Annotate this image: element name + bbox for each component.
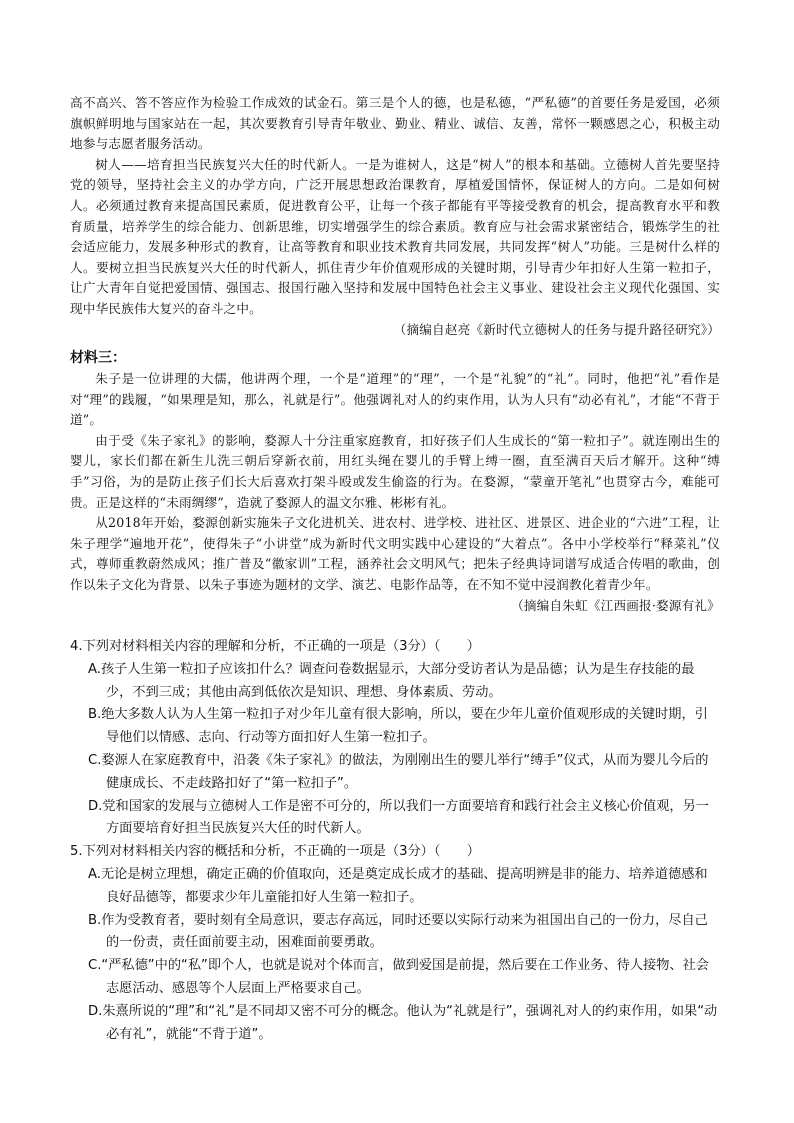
question-5-option-d[interactable]: D.朱熹所说的“理”和“礼”是不同却又密不可分的概念。他认为“礼就是行”，强调礼对人的约束作用，如果“动必有礼”，就能“不背于道”。: [88, 1003, 718, 1042]
material-three-section: [70, 345, 720, 616]
material-three-paragraph-2: 由于受《朱子家礼》的影响，婺源人十分注重家庭教育，扣好孩子们人生成长的“第一粒扣子”。就连刚出生的婴儿，家长们都在新生儿洗三朝后穿新衣前，用红头绳在婴儿的手臂上缚一圈，直至满百天后才解开。这种“缚手”习俗，为的是防止孩子们长大后喜欢打架斗殴或发生偷盗的行为。在婺源，“蒙童开笔礼”也贯穿古今，难能可贵。正是这样的“未雨绸缪”，造就了婺源人的温文尔雅、彬彬有礼。: [70, 432, 720, 510]
material-three-heading: 材料三：: [70, 350, 126, 366]
material-three-paragraph-3: 从2018年开始，婺源创新实施朱子文化进机关、进农村、进学校、进社区、进景区、进企业的“六进”工程，让朱子理学“遍地开花”，使得朱子“小讲堂”成为新时代文明实践中心建设的“大着点”。各中小学校举行“释菜礼”仪式，尊师重教蔚然成风；推广普及“徽家训”工程，涵养社会文明风气；把朱子经典诗词谱写成适合传唱的歌曲，创作以朱子文化为背景、以朱子事迹为题材的文学、演艺、电影作品等，在不知不觉中浸润教化着青少年。: [70, 515, 720, 592]
question-4: [70, 636, 720, 841]
question-4-option-d[interactable]: D.党和国家的发展与立德树人工作是密不可分的，所以我们一方面要培育和践行社会主义核心价值观，另一方面要培育好担当民族复兴大任的时代新人。: [88, 798, 709, 837]
questions-section: [70, 636, 720, 1046]
question-5-option-a[interactable]: A.无论是树立理想，确定正确的价值取向，还是奠定成长成才的基础、提高明辨是非的能力、培养道德感和良好品德等，都要求少年儿童能扣好人生第一粒扣子。: [88, 866, 708, 905]
material-three-paragraph-1: 朱子是一位讲理的大儒，他讲两个理，一个是“道理”的“理”，一个是“礼貌”的“礼”。同时，他把“礼”看作是对“理”的践履，“如果理是知，那么，礼就是行”。他强调礼对人的约束作用，认为人只有“动必有礼”，才能“不背于道”。: [70, 371, 720, 428]
question-4-option-c[interactable]: C.婺源人在家庭教育中，沿袭《朱子家礼》的做法，为刚刚出生的婴儿举行“缚手”仪式，从而为婴儿今后的健康成长、不走歧路扣好了“第一粒扣子”。: [88, 752, 709, 791]
material-two-paragraph-continued: 高不高兴、答不答应作为检验工作成效的试金石。第三是个人的德，也是私德，“严私德”的首要任务是爱国，必须旗帜鲜明地与国家站在一起，其次要教育引导青年敬业、勤业、精业、诚信、友善，常怀一颗感恩之心，积极主动地参与志愿者服务活动。: [70, 95, 720, 152]
question-4-option-a[interactable]: A.孩子人生第一粒扣子应该扣什么？调查问卷数据显示，大部分受访者认为是品德；认为是生存技能的最少，不到三成；其他由高到低依次是知识、理想、身体素质、劳动。: [88, 661, 695, 700]
question-5-title: 5.下列对材料相关内容的概括和分析，不正确的一项是（3分）（ ）: [70, 844, 480, 860]
material-two-source: （摘编自赵亮《新时代立德树人的任务与提升路径研究》）: [393, 321, 720, 337]
material-two-paragraph-shuren: 树人——培育担当民族复兴大任的时代新人。一是为谁树人，这是“树人”的根本和基础。立德树人首先要坚持党的领导，坚持社会主义的办学方向，广泛开展思想政治课教育，厚植爱国情怀，保证树人的方向。二是如何树人。必须通过教育来提高国民素质，促进教育公平，让每一个孩子都能有平等接受教育的机会，提高教育水平和教育质量，培养学生的综合能力、创新思维，切实增强学生的综合素质。教育应与社会需求紧密结合，锻炼学生的社会适应能力，发展多种形式的教育，让高等教育和职业技术教育共同发展，共同发挥“树人”功能。三是树什么样的人。要树立担当民族复兴大任的时代新人，抓住青少年价值观形成的关键时期，引导青少年扣好人生第一粒扣子，让广大青年自觉把爱国情、强国志、报国行融入坚持和发展中国特色社会主义事业、建设社会主义现代化强国、实现中华民族伟大复兴的奋斗之中。: [70, 156, 720, 316]
material-three-source: （摘编自朱虹《江西画报·婺源有礼》: [511, 597, 720, 613]
question-4-title: 4.下列对材料相关内容的理解和分析，不正确的一项是（3分）（ ）: [70, 639, 480, 654]
question-5: [70, 841, 720, 1046]
question-5-option-b[interactable]: B.作为受教育者，要时刻有全局意识，要志存高远，同时还要以实际行动来为祖国出自己的一份力，尽自己的一份责，责任面前要主动，困难面前要勇敢。: [88, 912, 708, 951]
question-5-option-c[interactable]: C.“严私德”中的“私”即个人，也就是说对个体而言，做到爱国是前提，然后要在工作业务、待人接物、社会志愿活动、感恩等个人层面上严格要求自己。: [88, 958, 709, 996]
question-4-option-b[interactable]: B.绝大多数人认为人生第一粒扣子对少年儿童有很大影响，所以，要在少年儿童价值观形成的关键时期，引导他们以情感、志向、行动等方面扣好人生第一粒扣子。: [88, 707, 708, 746]
material-two-section: [70, 93, 720, 340]
